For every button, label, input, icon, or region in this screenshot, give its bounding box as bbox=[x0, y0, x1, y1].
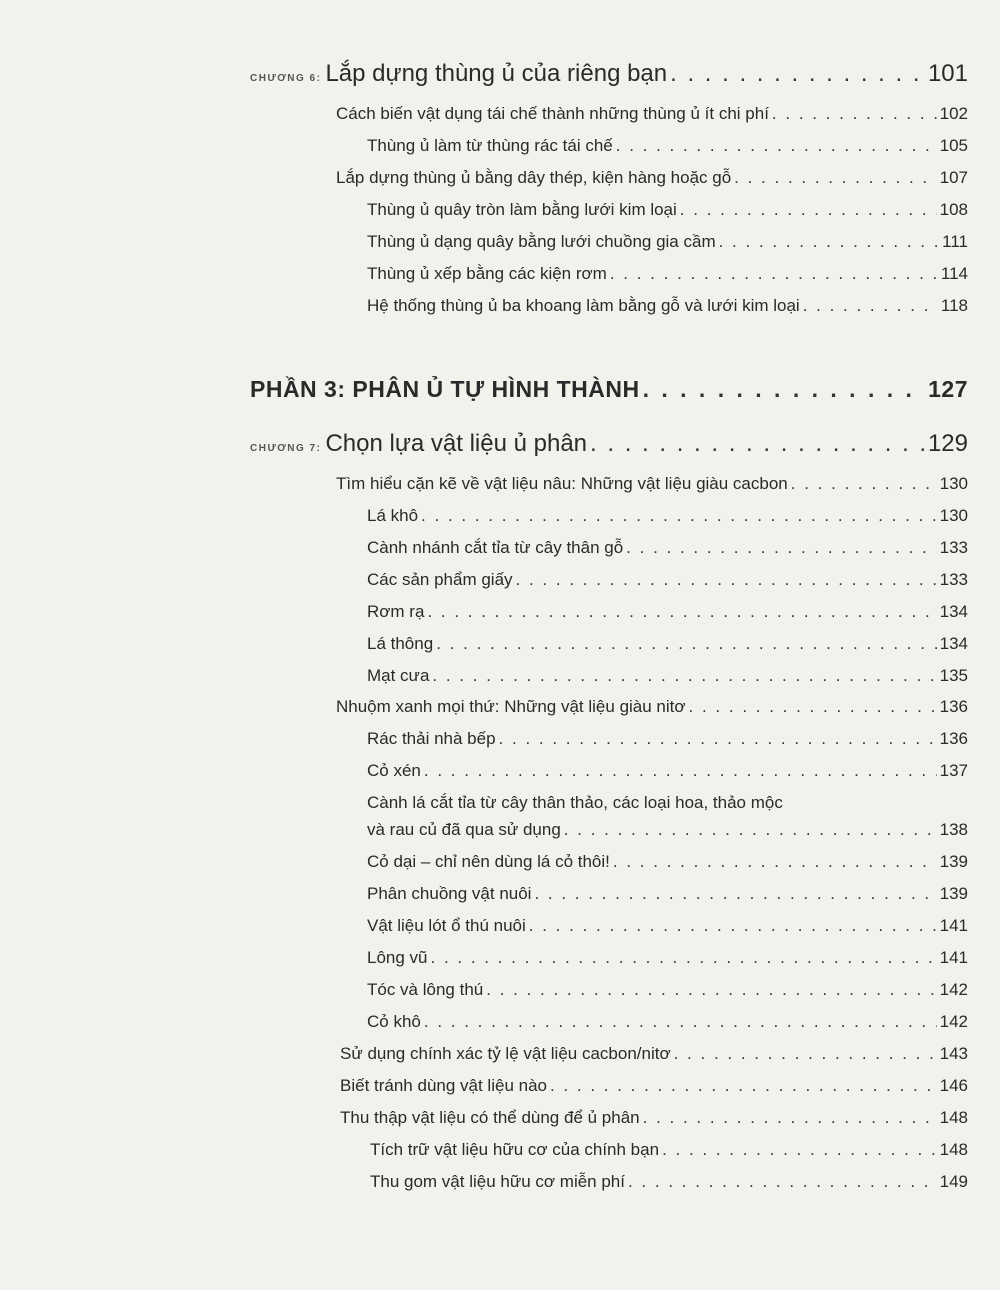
toc-entry-page: 136 bbox=[939, 729, 968, 748]
toc-entry-page: 134 bbox=[939, 602, 968, 621]
toc-entry-page: 107 bbox=[939, 168, 968, 187]
dot-leader bbox=[670, 60, 925, 88]
toc-entry-page: 111 bbox=[942, 232, 968, 251]
toc-entry-page: 114 bbox=[940, 264, 968, 283]
dot-leader bbox=[529, 916, 937, 936]
toc-entry-page: 146 bbox=[939, 1076, 968, 1095]
toc-entry-page: 118 bbox=[940, 296, 968, 315]
dot-leader bbox=[719, 232, 940, 252]
toc-entry-label: Lông vũ bbox=[367, 948, 428, 967]
toc-entry bbox=[370, 1172, 968, 1192]
toc-entry-label: Cỏ xén bbox=[367, 761, 421, 780]
toc-entry-label: Cách biến vật dụng tái chế thành những thùng ủ ít chi phí bbox=[336, 104, 769, 123]
toc-entry-page: 135 bbox=[939, 666, 968, 685]
toc-entry-page: 133 bbox=[939, 538, 968, 557]
dot-leader bbox=[734, 168, 936, 188]
toc-entry bbox=[367, 136, 968, 156]
dot-leader bbox=[550, 1076, 937, 1096]
dot-leader bbox=[486, 980, 936, 1000]
toc-entry-label: Lá khô bbox=[367, 506, 419, 525]
chapter-7-tag: CHƯƠNG 7: bbox=[250, 443, 322, 454]
toc-entry-page: 102 bbox=[939, 104, 968, 123]
dot-leader bbox=[534, 884, 936, 904]
toc-entry-page: 149 bbox=[939, 1172, 968, 1191]
toc-entry-page: 148 bbox=[939, 1140, 968, 1159]
dot-leader bbox=[421, 506, 937, 526]
toc-entry bbox=[370, 1140, 968, 1160]
chapter-7-page: 129 bbox=[927, 430, 968, 457]
toc-entry bbox=[367, 602, 968, 622]
toc-entry bbox=[367, 1012, 968, 1032]
toc-entry-label: Thu gom vật liệu hữu cơ miễn phí bbox=[370, 1172, 625, 1191]
dot-leader bbox=[674, 1044, 937, 1064]
toc-entry bbox=[367, 916, 968, 936]
dot-leader bbox=[803, 296, 938, 316]
toc-entry bbox=[367, 634, 968, 654]
chapter-6-page: 101 bbox=[927, 60, 968, 87]
toc-entry bbox=[367, 852, 968, 872]
toc-entry bbox=[367, 538, 968, 558]
toc-entry bbox=[336, 697, 968, 717]
dot-leader bbox=[680, 200, 937, 220]
toc-entry-page: 105 bbox=[939, 136, 968, 155]
toc-entry bbox=[367, 506, 968, 526]
toc-entry bbox=[367, 761, 968, 781]
dot-leader bbox=[613, 852, 937, 872]
toc-entry-label: Rác thải nhà bếp bbox=[367, 729, 496, 748]
dot-leader bbox=[431, 948, 937, 968]
toc-entry-page: 141 bbox=[939, 916, 968, 935]
toc-entry bbox=[367, 200, 968, 220]
chapter-7-title: Chọn lựa vật liệu ủ phân bbox=[325, 430, 588, 457]
toc-entry bbox=[340, 1044, 968, 1064]
toc-entry-label: Vật liệu lót ổ thú nuôi bbox=[367, 916, 526, 935]
toc-entry-label: Lá thông bbox=[367, 634, 434, 653]
toc-entry-page: 139 bbox=[939, 884, 968, 903]
dot-leader bbox=[427, 602, 936, 622]
dot-leader bbox=[643, 1108, 937, 1128]
chapter-7-heading bbox=[250, 430, 968, 458]
toc-entry bbox=[367, 570, 968, 590]
toc-entry-label: Sử dụng chính xác tỷ lệ vật liệu cacbon/nitơ bbox=[340, 1044, 671, 1063]
toc-entry-label: Mạt cưa bbox=[367, 666, 430, 685]
toc-entry-label: Tóc và lông thú bbox=[367, 980, 484, 999]
toc-entry-label: và rau củ đã qua sử dụng bbox=[367, 820, 561, 839]
chapter-6-title: Lắp dựng thùng ủ của riêng bạn bbox=[325, 60, 668, 87]
toc-entry-label: Cỏ dại – chỉ nên dùng lá cỏ thôi! bbox=[367, 852, 610, 871]
dot-leader bbox=[590, 430, 925, 458]
dot-leader bbox=[626, 538, 936, 558]
toc-entry bbox=[336, 104, 968, 124]
toc-entry-page: 138 bbox=[939, 820, 968, 839]
toc-entry-label: Tìm hiểu cặn kẽ về vật liệu nâu: Những vật liệu giàu cacbon bbox=[336, 474, 788, 493]
toc-entry bbox=[367, 884, 968, 904]
toc-entry-label: Cỏ khô bbox=[367, 1012, 421, 1031]
dot-leader bbox=[424, 761, 937, 781]
dot-leader bbox=[436, 634, 936, 654]
toc-entry bbox=[367, 232, 968, 252]
toc-entry-page: 142 bbox=[939, 980, 968, 999]
dot-leader bbox=[424, 1012, 937, 1032]
dot-leader bbox=[643, 376, 926, 403]
toc-entry bbox=[367, 729, 968, 749]
toc-entry-page: 142 bbox=[939, 1012, 968, 1031]
toc-entry-page: 133 bbox=[939, 570, 968, 589]
toc-entry bbox=[367, 666, 968, 686]
dot-leader bbox=[564, 820, 937, 840]
toc-entry-label: Cành nhánh cắt tỉa từ cây thân gỗ bbox=[367, 538, 624, 557]
dot-leader bbox=[516, 570, 937, 590]
toc-entry-page: 141 bbox=[939, 948, 968, 967]
toc-entry bbox=[340, 1108, 968, 1128]
toc-entry-page: 139 bbox=[939, 852, 968, 871]
toc-entry-page: 108 bbox=[939, 200, 968, 219]
toc-entry-label: Thu thập vật liệu có thể dùng để ủ phân bbox=[340, 1108, 640, 1127]
toc-entry bbox=[367, 980, 968, 1000]
dot-leader bbox=[610, 264, 938, 284]
toc-entry bbox=[336, 474, 968, 494]
toc-entry-label: Thùng ủ xếp bằng các kiện rơm bbox=[367, 264, 607, 283]
toc-entry-label: Thùng ủ dạng quây bằng lưới chuồng gia cầm bbox=[367, 232, 716, 251]
toc-entry-label: Phân chuồng vật nuôi bbox=[367, 884, 532, 903]
toc-entry-page: 143 bbox=[939, 1044, 968, 1063]
part-3-title: PHẦN 3: PHÂN Ủ TỰ HÌNH THÀNH bbox=[250, 376, 640, 402]
toc-entry-label: Tích trữ vật liệu hữu cơ của chính bạn bbox=[370, 1140, 660, 1159]
chapter-6-tag: CHƯƠNG 6: bbox=[250, 73, 322, 84]
toc-entry-label: Biết tránh dùng vật liệu nào bbox=[340, 1076, 547, 1095]
toc-entry-page: 130 bbox=[939, 474, 968, 493]
toc-entry-label: Các sản phẩm giấy bbox=[367, 570, 513, 589]
toc-entry bbox=[336, 168, 968, 188]
toc-entry bbox=[367, 296, 968, 316]
toc-entry-page: 134 bbox=[939, 634, 968, 653]
toc-entry-page: 136 bbox=[939, 697, 968, 716]
dot-leader bbox=[432, 666, 936, 686]
toc-entry bbox=[367, 948, 968, 968]
dot-leader bbox=[662, 1140, 937, 1160]
toc-entry-label: Nhuộm xanh mọi thứ: Những vật liệu giàu nitơ bbox=[336, 697, 686, 716]
toc-entry-label: Rơm rạ bbox=[367, 602, 425, 621]
toc-entry-label: Hệ thống thùng ủ ba khoang làm bằng gỗ và lưới kim loại bbox=[367, 296, 800, 315]
toc-entry-label: Lắp dựng thùng ủ bằng dây thép, kiện hàng hoặc gỗ bbox=[336, 168, 732, 187]
chapter-6-heading bbox=[250, 60, 968, 88]
part-3-heading bbox=[250, 376, 968, 403]
toc-entry-label: Cành lá cắt tỉa từ cây thân thảo, các loại hoa, thảo mộc bbox=[367, 793, 783, 812]
toc-entry-label: Thùng ủ quây tròn làm bằng lưới kim loại bbox=[367, 200, 677, 219]
toc-entry-page: 130 bbox=[939, 506, 968, 525]
toc-entry-label: Thùng ủ làm từ thùng rác tái chế bbox=[367, 136, 613, 155]
dot-leader bbox=[791, 474, 937, 494]
dot-leader bbox=[689, 697, 937, 717]
toc-entry bbox=[367, 820, 968, 840]
dot-leader bbox=[772, 104, 937, 124]
dot-leader bbox=[499, 729, 937, 749]
part-3-page: 127 bbox=[928, 376, 968, 402]
toc-entry-page: 137 bbox=[939, 761, 968, 780]
dot-leader bbox=[616, 136, 937, 156]
toc-entry bbox=[367, 264, 968, 284]
toc-entry-page: 148 bbox=[939, 1108, 968, 1127]
toc-entry bbox=[340, 1076, 968, 1096]
dot-leader bbox=[628, 1172, 937, 1192]
